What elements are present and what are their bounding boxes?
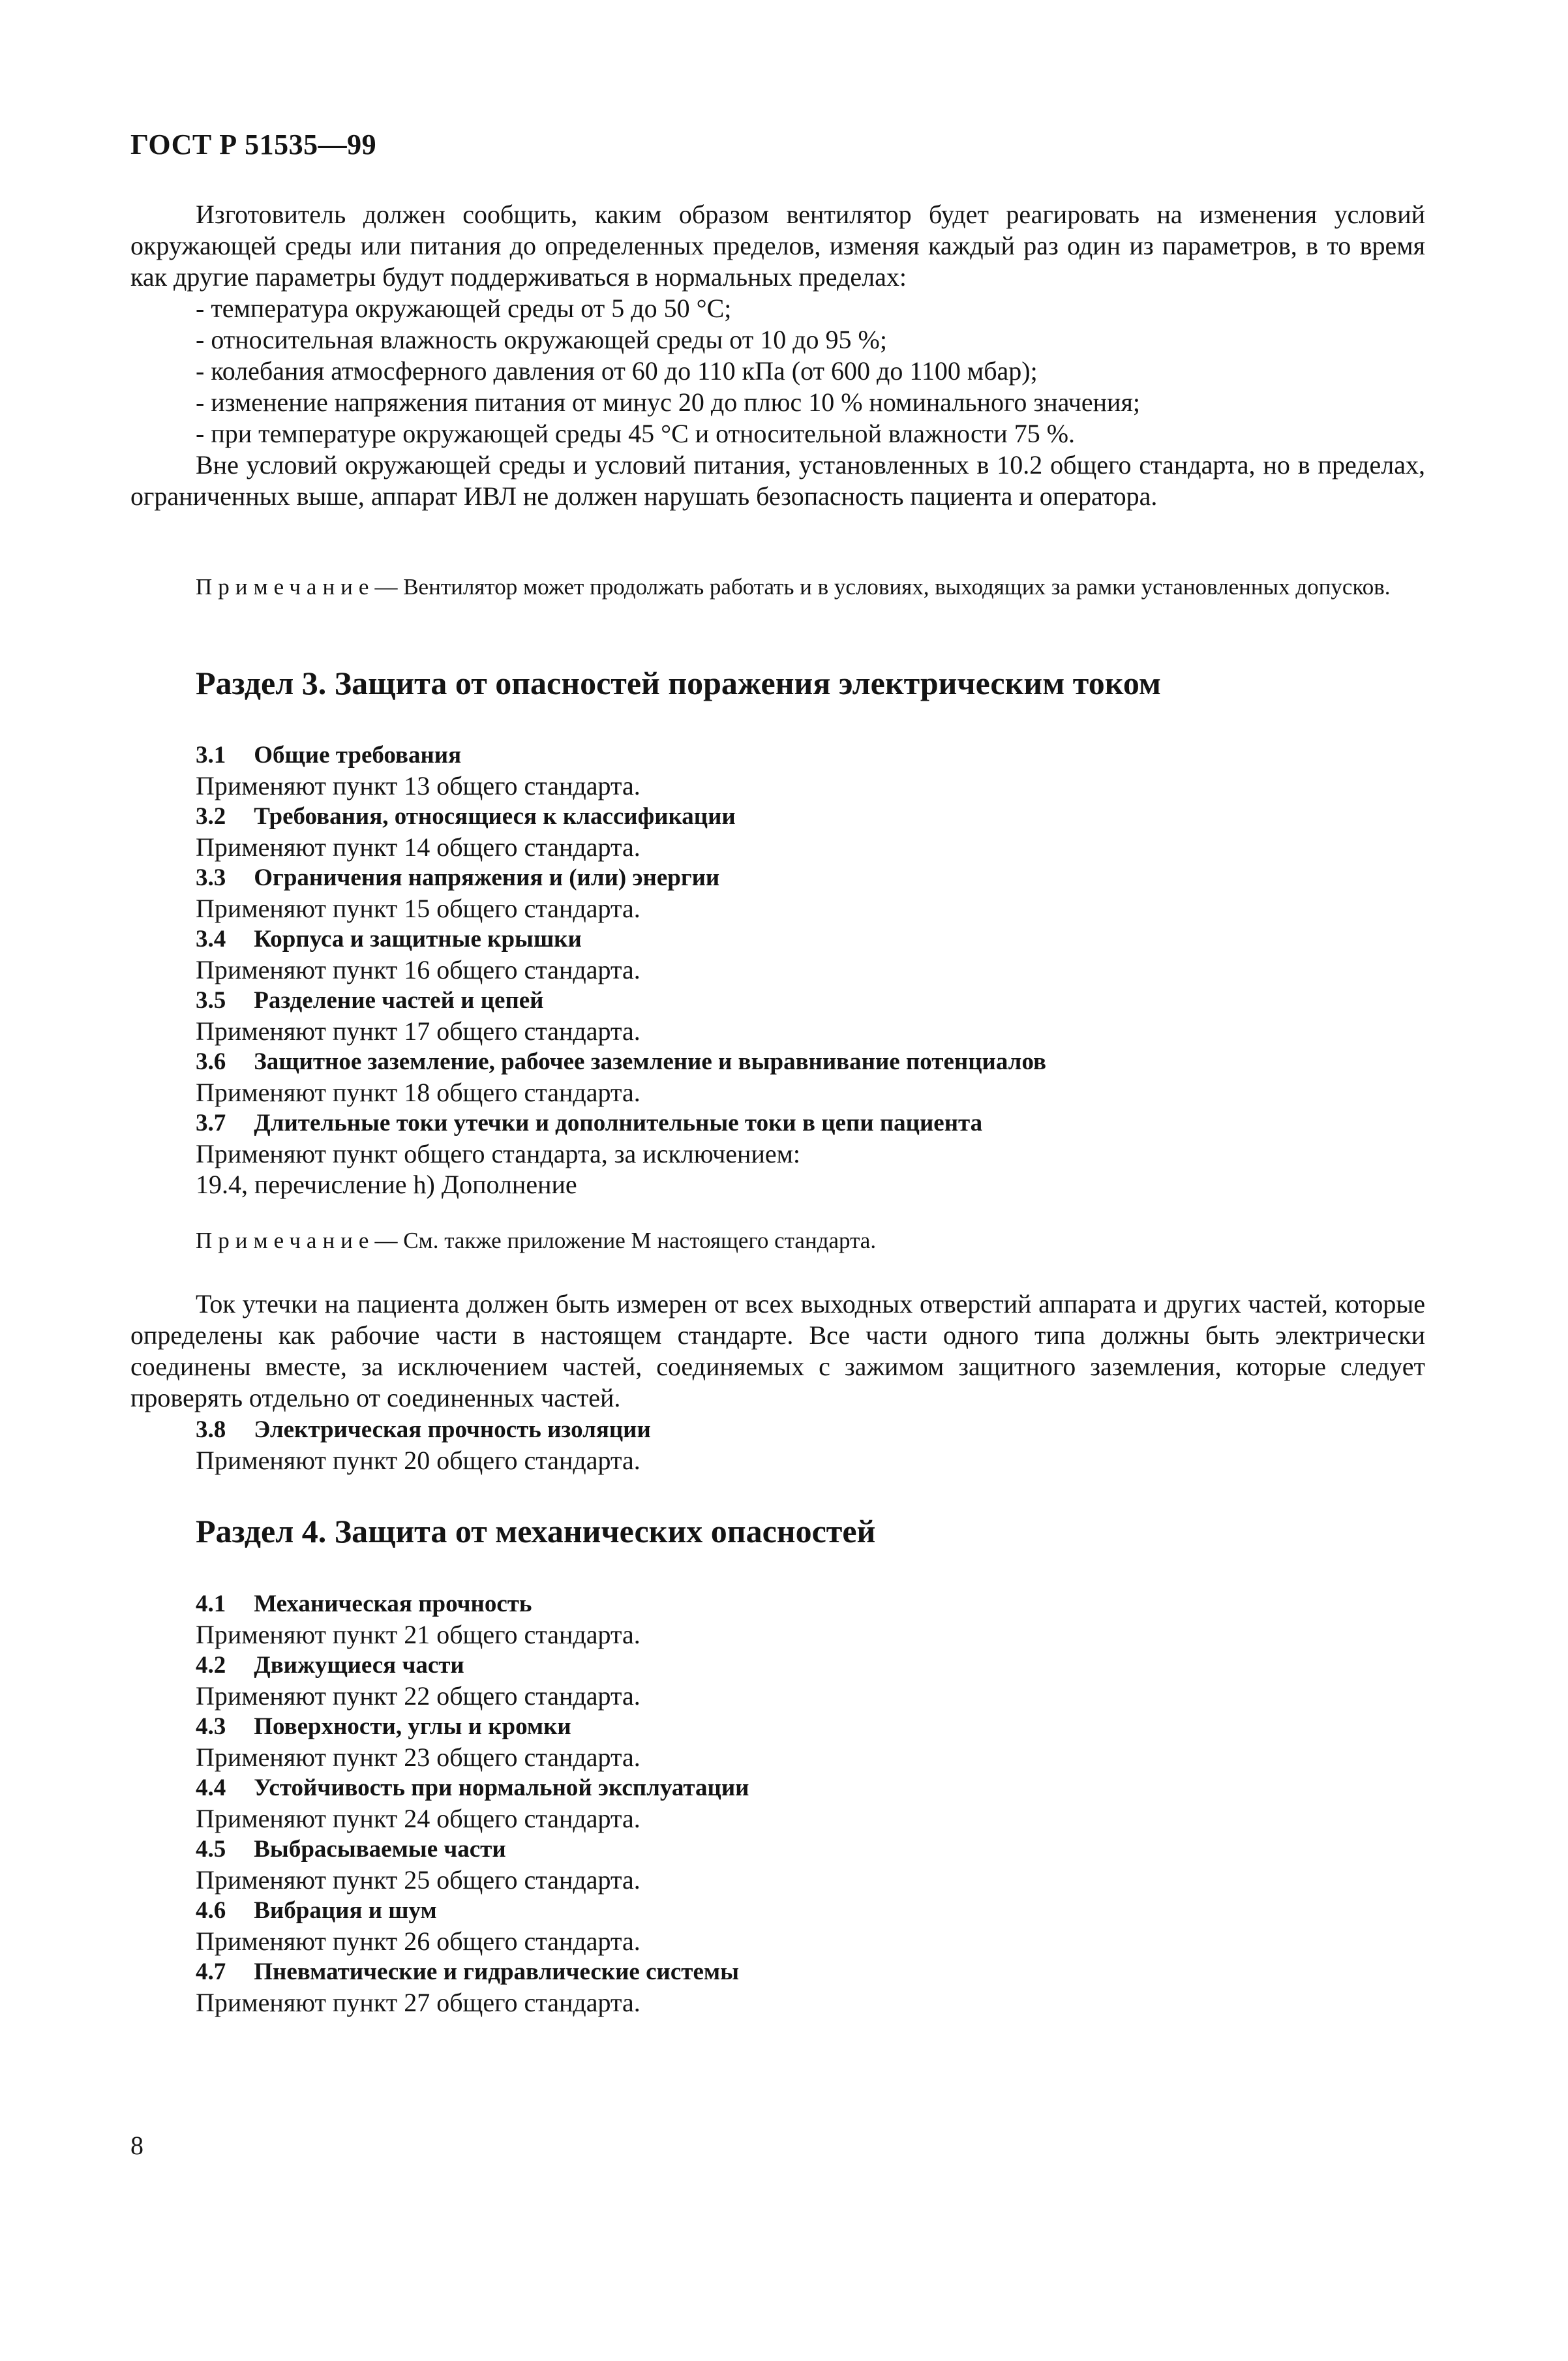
clause-text: Применяют пункт 14 общего стандарта.	[196, 832, 641, 862]
clause-title: 4.2 Движущиеся части	[196, 1652, 464, 1679]
page-number: 8	[130, 2131, 143, 2160]
clause-title: 3.7 Длительные токи утечки и дополнительные токи в цепи пациента	[196, 1110, 983, 1136]
note-text: — Вентилятор может продолжать работать и в условиях, выходящих за рамки установленных допусков.	[374, 574, 1391, 600]
section-3-title: Раздел 3. Защита от опасностей поражения электрическим током	[196, 665, 1161, 701]
document-header: ГОСТ Р 51535—99	[130, 129, 377, 160]
clause-title: 4.6 Вибрация и шум	[196, 1897, 437, 1924]
clause-title: 4.1 Механическая прочность	[196, 1591, 532, 1617]
clause-title: 4.3 Поверхности, углы и кромки	[196, 1713, 571, 1740]
intro-list-item: - относительная влажность окружающей среды от 10 до 95 %;	[196, 325, 887, 354]
intro-list-item: - при температуре окружающей среды 45 °С и относительной влажности 75 %.	[196, 419, 1076, 448]
intro-list-item: - колебания атмосферного давления от 60 до 110 кПа (от 600 до 1100 мбар);	[196, 356, 1038, 386]
clause-title: 3.5 Разделение частей и цепей	[196, 987, 544, 1014]
intro-paragraph-2: Вне условий окружающей среды и условий питания, установленных в 10.2 общего стандарта, но в пределах, ограниченных выше, аппарат ИВЛ не должен нарушать безопасность пациента и оператора.	[130, 450, 1425, 511]
clause-text: Применяют пункт общего стандарта, за исключением:	[196, 1139, 801, 1168]
clause-text: Применяют пункт 26 общего стандарта.	[196, 1927, 641, 1956]
clause-title: 3.6 Защитное заземление, рабочее заземление и выравнивание потенциалов	[196, 1048, 1046, 1075]
clause-text: Применяют пункт 20 общего стандарта.	[196, 1446, 641, 1475]
note-1	[130, 573, 1425, 602]
clause-title: 3.2 Требования, относящиеся к классификации	[196, 803, 736, 830]
intro-list-item: - температура окружающей среды от 5 до 50 °С;	[196, 294, 732, 323]
note-label: Примечание	[196, 574, 375, 600]
clause-text-extra: 19.4, перечисление h) Дополнение	[196, 1170, 577, 1199]
clause-text: Применяют пункт 15 общего стандарта.	[196, 894, 641, 923]
clause-title: 4.7 Пневматические и гидравлические системы	[196, 1958, 739, 1985]
clause-text: Применяют пункт 13 общего стандарта.	[196, 771, 641, 800]
note-text: — См. также приложение М настоящего стандарта.	[374, 1228, 877, 1253]
clause-title: 3.1 Общие требования	[196, 742, 462, 769]
clause-text: Применяют пункт 24 общего стандарта.	[196, 1804, 641, 1833]
clause-title: 3.4 Корпуса и защитные крышки	[196, 926, 582, 952]
clause-text: Применяют пункт 25 общего стандарта.	[196, 1865, 641, 1895]
intro-section	[130, 199, 1425, 512]
leak-paragraph: Ток утечки на пациента должен быть измерен от всех выходных отверстий аппарата и других частей, которые определены как рабочие части в настоящем стандарте. Все части одного типа должны быть электрически соединены вместе, за исключением частей, соединяемых с зажимом защитного заземления, которые следует проверять отдельно от соединенных частей.	[130, 1289, 1425, 1412]
section-4-clauses	[196, 1589, 1422, 2018]
clause-title: 3.3 Ограничения напряжения и (или) энергии	[196, 864, 720, 891]
intro-list-item: - изменение напряжения питания от минус 20 до плюс 10 % номинального значения;	[196, 388, 1140, 417]
intro-paragraph: Изготовитель должен сообщить, каким образом вентилятор будет реагировать на изменения условий окружающей среды или питания до определенных пределов, изменяя каждый раз один из параметров, в то время как другие параметры будут поддерживаться в нормальных пределах:	[130, 200, 1425, 292]
note-2	[130, 1226, 1425, 1255]
clause-text: Применяют пункт 23 общего стандарта.	[196, 1743, 641, 1772]
note-label: Примечание	[196, 1228, 375, 1253]
clause-text: Применяют пункт 22 общего стандарта.	[196, 1681, 641, 1711]
clause-title: 3.8 Электрическая прочность изоляции	[196, 1416, 651, 1443]
section-3-clauses	[196, 740, 1422, 1200]
section-3-clause-3-8	[196, 1414, 1422, 1476]
section-4-title: Раздел 4. Защита от механических опасностей	[196, 1513, 876, 1549]
clause-text: Применяют пункт 18 общего стандарта.	[196, 1078, 641, 1107]
clause-title: 4.4 Устойчивость при нормальной эксплуатации	[196, 1775, 749, 1801]
clause-text: Применяют пункт 21 общего стандарта.	[196, 1620, 641, 1649]
clause-text: Применяют пункт 17 общего стандарта.	[196, 1016, 641, 1046]
leak-paragraph-block	[130, 1288, 1425, 1414]
clause-title: 4.5 Выбрасываемые части	[196, 1836, 506, 1863]
clause-text: Применяют пункт 16 общего стандарта.	[196, 955, 641, 984]
clause-text: Применяют пункт 27 общего стандарта.	[196, 1988, 641, 2017]
